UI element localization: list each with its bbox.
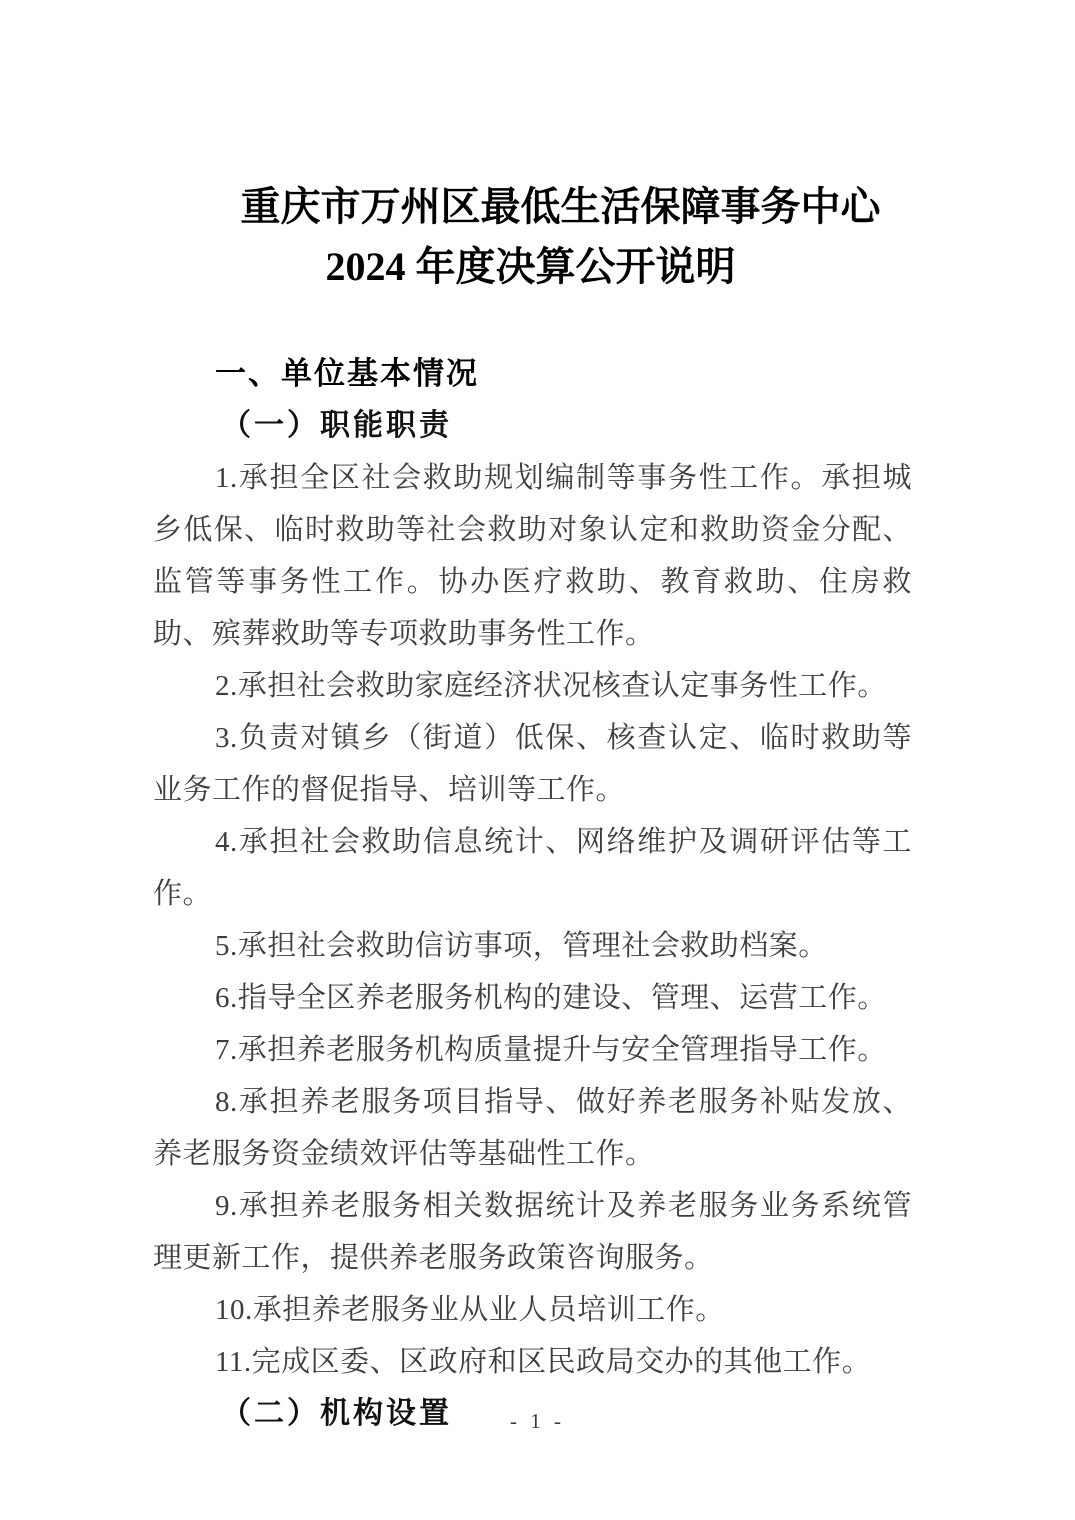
title-line-2: 2024 年度决算公开说明 xyxy=(325,244,736,289)
duty-paragraph: 5.承担社会救助信访事项，管理社会救助档案。 xyxy=(215,930,828,962)
document-content xyxy=(153,0,912,1440)
document-title xyxy=(153,177,912,297)
duty-paragraph: 4.承担社会救助信息统计、网络维护及调研评估等工作。 xyxy=(153,826,912,910)
duty-paragraph: 1.承担全区社会救助规划编制等事务性工作。承担城乡低保、临时救助等社会救助对象认定和救助资金分配、监管等事务性工作。协办医疗救助、教育救助、住房救助、殡葬救助等专项救助事务性工作。 xyxy=(153,462,912,650)
duty-paragraph: 2.承担社会救助家庭经济状况核查认定事务性工作。 xyxy=(215,670,887,702)
subsection-heading-duties: （一）职能职责 xyxy=(221,409,452,442)
duty-paragraph: 10.承担养老服务业从业人员培训工作。 xyxy=(215,1294,725,1326)
duty-paragraph: 7.承担养老服务机构质量提升与安全管理指导工作。 xyxy=(215,1034,887,1066)
duty-paragraph: 3.负责对镇乡（街道）低保、核查认定、临时救助等业务工作的督促指导、培训等工作。 xyxy=(153,722,912,806)
duty-paragraph: 9.承担养老服务相关数据统计及养老服务业务系统管理更新工作，提供养老服务政策咨询服务。 xyxy=(153,1190,912,1274)
page-number: - 1 - xyxy=(510,1409,565,1433)
section-heading-basic-info: 一、单位基本情况 xyxy=(215,356,479,391)
duty-paragraph: 8.承担养老服务项目指导、做好养老服务补贴发放、养老服务资金绩效评估等基础性工作。 xyxy=(153,1086,912,1170)
duty-paragraph: 11.完成区委、区政府和区民政局交办的其他工作。 xyxy=(215,1346,872,1378)
subsection-heading-org-setup: （二）机构设置 xyxy=(221,1397,452,1430)
duties-list xyxy=(153,452,912,1388)
duty-paragraph: 6.指导全区养老服务机构的建设、管理、运营工作。 xyxy=(215,982,887,1014)
title-line-1: 重庆市万州区最低生活保障事务中心 xyxy=(240,184,881,229)
